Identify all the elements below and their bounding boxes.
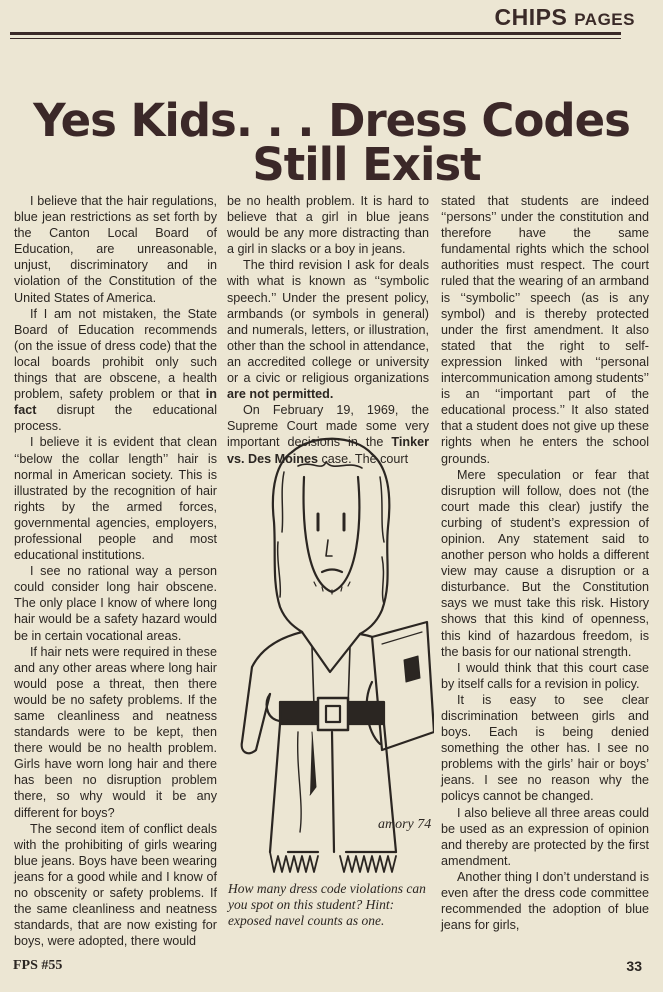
page-number: 33 (626, 958, 642, 974)
paragraph: I believe it is evident that clean ‘‘below the collar length’’ hair is normal in American society. This is illustrated by the recognition of hair rights by the armed forces, governmental agencies, employers, professional people and most educational institutions. (14, 435, 217, 563)
paragraph: If hair nets were required in these and any other areas where long hair would pose a threat, then there would be no safety problems. If the same cleanliness and neatness standards were to be kept, then there would be no health problem. Girls have worn long hair and there has been no disruption problem there, so why would it be any different for boys? (14, 644, 217, 820)
paragraph: stated that students are indeed ‘‘persons’’ under the constitution and therefore have the same fundamental rights which the school authorities must respect. The court ruled that the wearing of an armband is ‘‘symbolic’’ speech (as is any symbol) and is thereby protected under the first amendment. It also stated that the right to self-expression linked with ‘‘personal intercommunication among students’’ is an ‘‘important part of the educational process.’’ It also stated that a student does not give up these rights when he enters the school grounds. (441, 194, 649, 466)
article-column-3 (441, 193, 649, 933)
emphasis-text: in fact (14, 387, 217, 418)
article-column-2 (227, 193, 429, 467)
case-name: Tinker vs. Des Moines (227, 435, 429, 466)
masthead (0, 0, 663, 48)
headline-line-2: Still Exist (252, 138, 481, 191)
header-rule-thick (10, 32, 621, 35)
section-label-small: PAGES (574, 10, 635, 29)
headline-line-1: Yes Kids. . . Dress Codes (33, 94, 630, 147)
paragraph: I also believe all three areas could be used as an expression of opinion and thereby are protected by the first amendment. (441, 805, 649, 868)
paragraph: Another thing I don’t understand is even after the dress code committee recommended the adoption of blue jeans for girls, (441, 869, 649, 933)
footer-issue: FPS #55 (13, 958, 63, 973)
paragraph: If I am not mistaken, the State Board of Education recommends (on the issue of dress code) that the local boards prohibit only such things that are obscene, a health problem, safety problem or that in fact disrupt the educational process. (14, 306, 217, 434)
cartoon-caption: How many dress code violations can you spot on this student? Hint: exposed navel counts as one. (228, 881, 426, 928)
paragraph: I believe that the hair regulations, blue jean restrictions as set forth by the Canton Local Board of Education, are unreasonable, unjust, discriminatory and in violation of the Constitution of the United States of America. (14, 194, 217, 305)
paragraph: On February 19, 1969, the Supreme Court made some very important decisions in the Tinker vs. Des Moines case. The court (227, 403, 429, 466)
paragraph: Mere speculation or fear that disruption will follow, does not (the court made this clear) justify the curbing of student’s expression of opinion. Any statement said to another person who holds a different view may cause a disruption or a disturbance. But the Constitution says we must take this risk. History shows that this kind of openness, this kind of hazardous freedom, is the basis for our national strength. (441, 467, 649, 659)
emphasis-text: are not permitted. (227, 387, 334, 402)
student-cartoon-illustration (222, 432, 434, 880)
section-label-main: CHIPS (494, 4, 568, 30)
paragraph: be no health problem. It is hard to believe that a girl in blue jeans would be any more distracting than a girl in slacks or a boy in jeans. (227, 194, 429, 257)
paragraph: I see no rational way a person could consider long hair obscene. The only place I know of where long hair would be a safety hazard would be in certain vocational areas. (14, 564, 217, 643)
paragraph: The second item of conflict deals with the prohibiting of girls wearing blue jeans. Boys have been wearing jeans for a good while and I know of no obscenity or safety problems. If the same cleanliness and neatness standards, that are now existing for boys, were adopted, there would (14, 821, 217, 949)
header-rule-thin (10, 38, 621, 39)
article-column-1 (14, 193, 217, 949)
section-label (495, 4, 635, 31)
paragraph: It is easy to see clear discrimination between girls and boys. Each is being denied something the other has. I see no problems with the girls’ hair or boys’ jeans. I see no reason why the policys cannot be changed. (441, 692, 649, 804)
paragraph: The third revision I ask for deals with what is known as ‘‘symbolic speech.’’ Under the present policy, armbands (or symbols in general) and numerals, letters, or illustration, other than the school in attendance, an accredited college or university or a civic or religious organizations are not permitted. (227, 258, 429, 402)
paragraph: I would think that this court case by itself calls for a revision in policy. (441, 660, 649, 691)
artist-signature: amory 74 (378, 817, 432, 832)
